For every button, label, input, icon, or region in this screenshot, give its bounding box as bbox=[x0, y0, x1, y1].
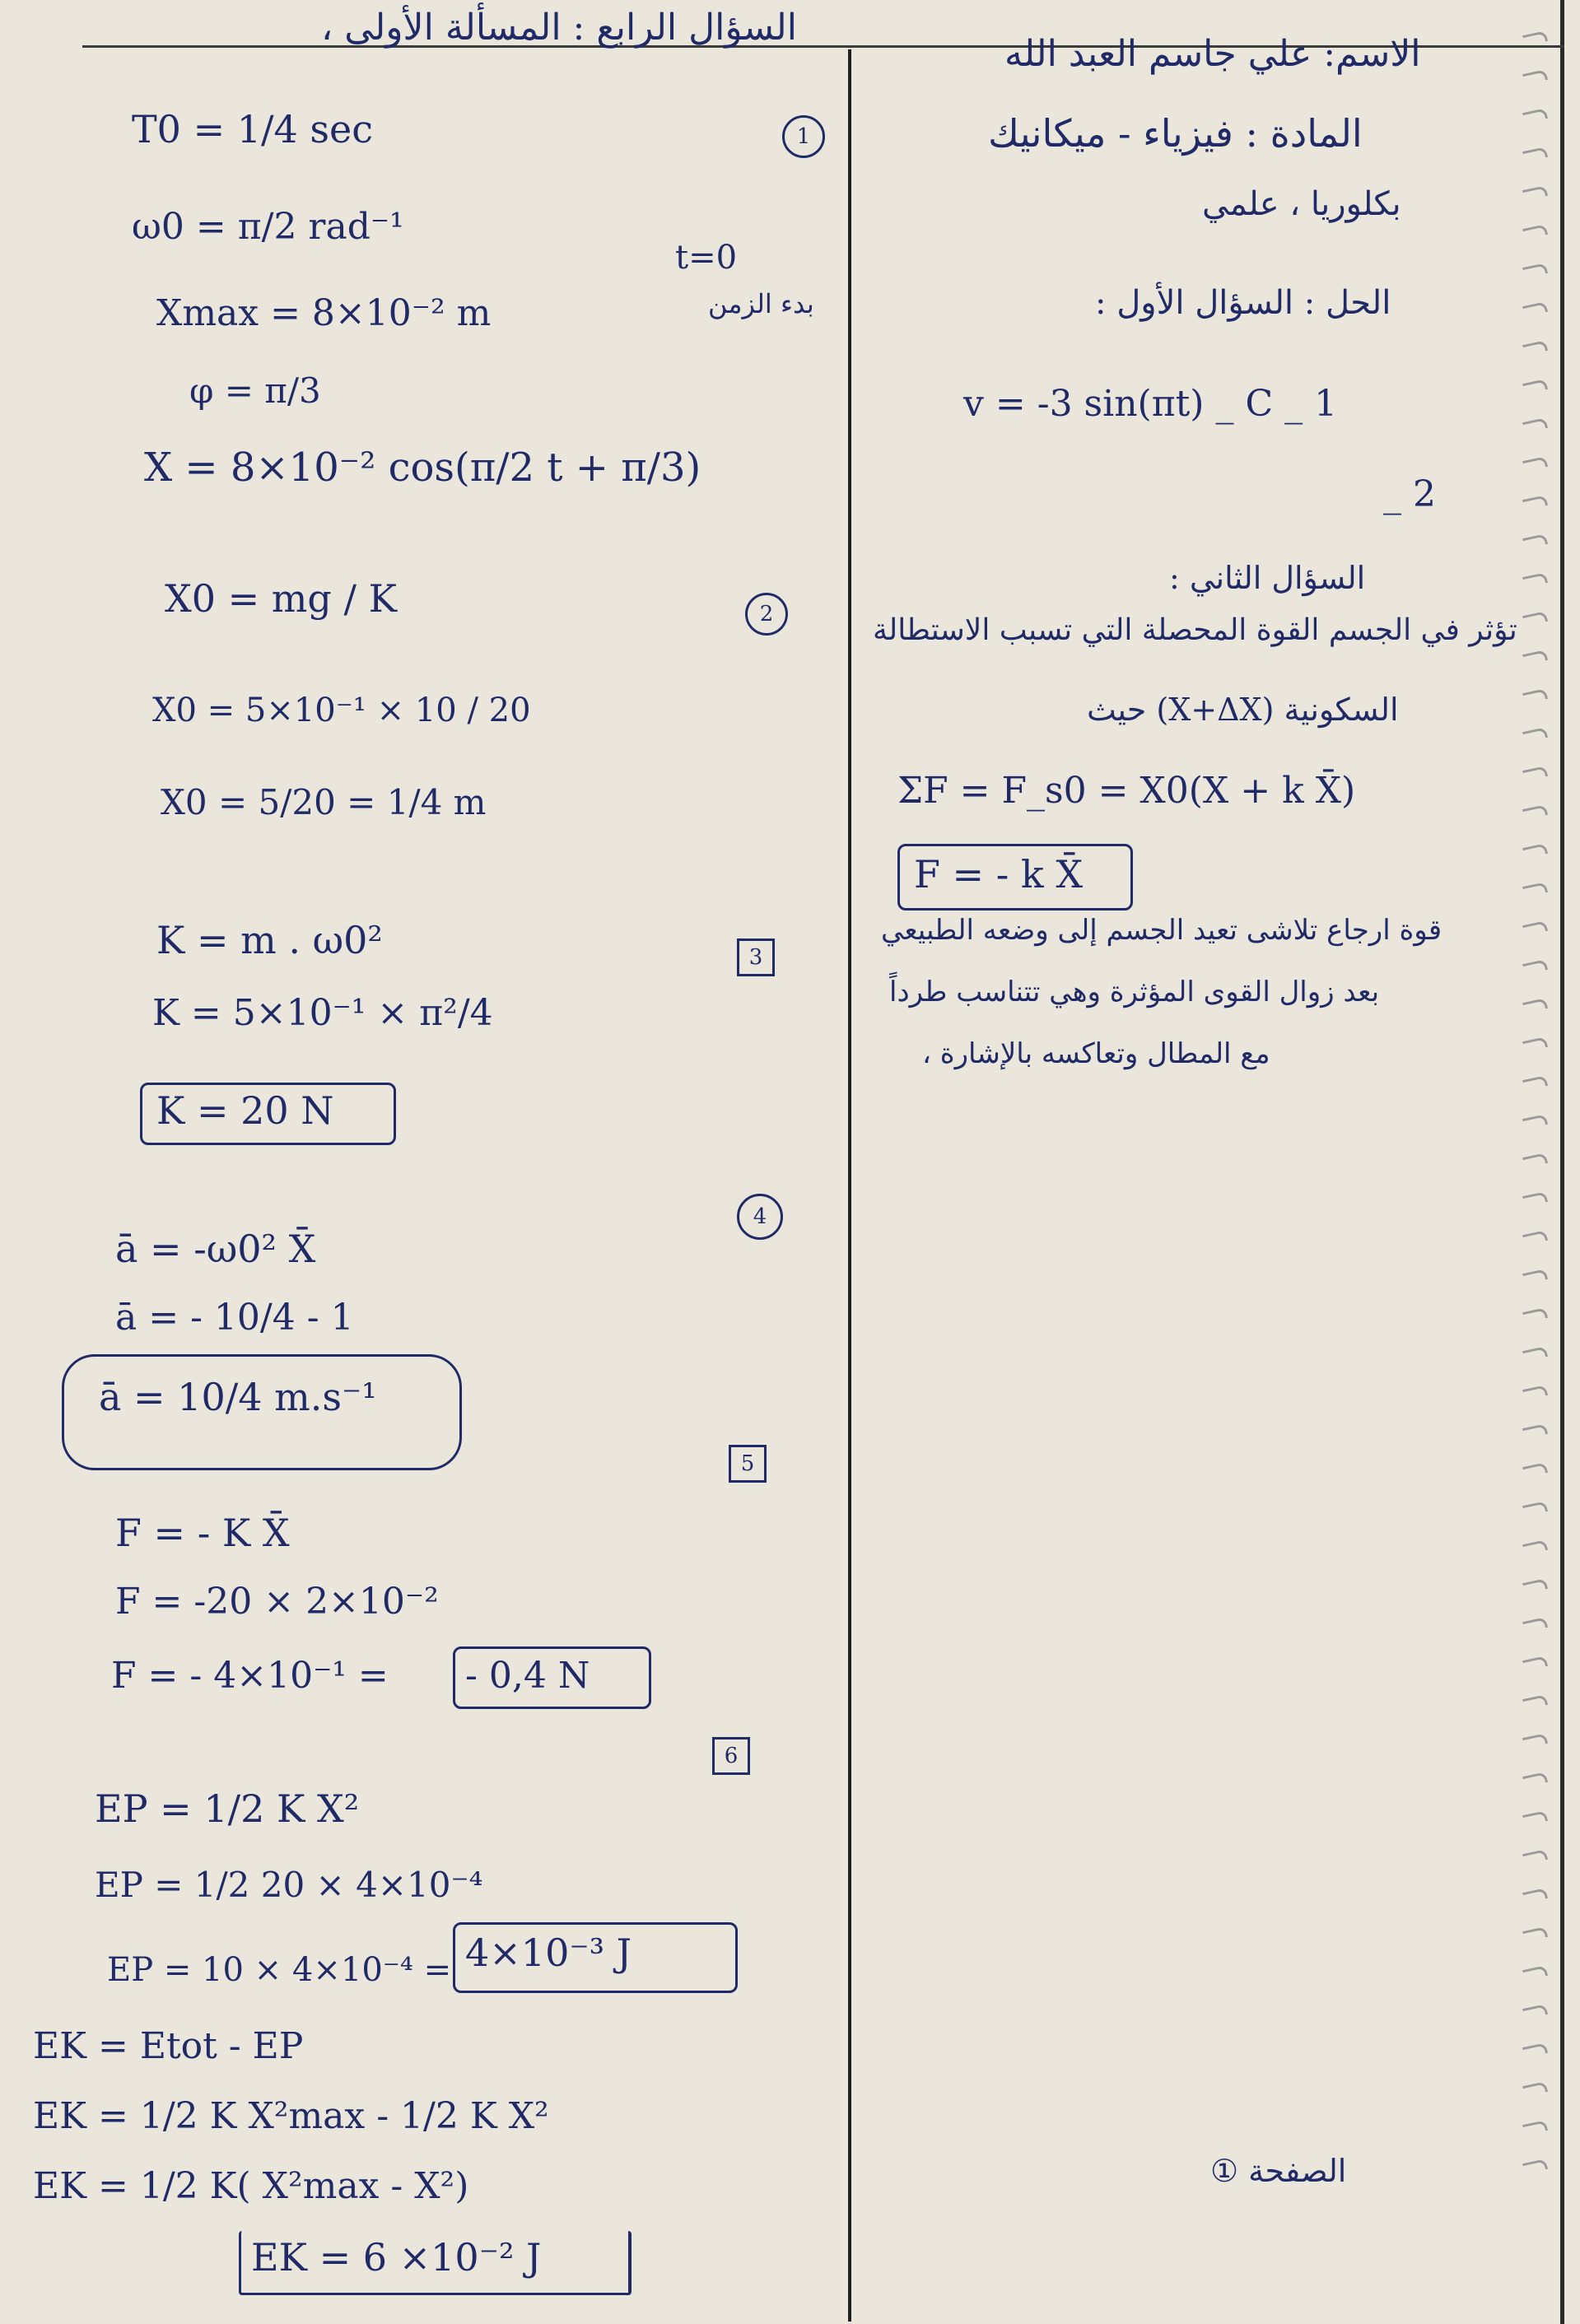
q2-equation: ΣF = F_s0 = X0(X + k X̄) bbox=[897, 770, 1356, 812]
s7-line1: EK = Etot - EP bbox=[33, 2025, 304, 2067]
s3-line2: K = 5×10⁻¹ × π²/4 bbox=[152, 992, 493, 1034]
student-name: الاسم: علي جاسم العبد الله bbox=[1004, 33, 1421, 75]
step-5-marker: 5 bbox=[729, 1445, 767, 1483]
s7-result: EK = 6 ×10⁻² J bbox=[251, 2235, 542, 2280]
s4-line1: ā = -ω0² X̄ bbox=[115, 1227, 316, 1271]
s2-line3: X0 = 5/20 = 1/4 m bbox=[161, 782, 487, 822]
s2-line2: X0 = 5×10⁻¹ × 10 / 20 bbox=[152, 692, 531, 729]
solution-label: الحل : السؤال الأول : bbox=[1095, 284, 1391, 322]
q2-line1: تؤثر في الجسم القوة المحصلة التي تسبب الاستطالة bbox=[873, 613, 1517, 647]
step-6-marker: 6 bbox=[712, 1737, 750, 1775]
q2-line2: السكونية (X+ΔX) حيث bbox=[1087, 692, 1399, 728]
q2-title: السؤال الثاني : bbox=[1169, 560, 1366, 596]
column-divider bbox=[848, 49, 851, 2322]
s6-result: 4×10⁻³ J bbox=[465, 1930, 632, 1975]
q2-result: F = - k X̄ bbox=[914, 852, 1084, 897]
s5-line2: F = -20 × 2×10⁻² bbox=[115, 1581, 439, 1623]
step-1-marker: 1 bbox=[782, 115, 825, 158]
q2-text1: قوة ارجاع تلاشى تعيد الجسم إلى وضعه الطبيعي bbox=[881, 914, 1443, 947]
s6-line1: EP = 1/2 K X² bbox=[95, 1786, 360, 1831]
s1-omega: ω0 = π/2 rad⁻¹ bbox=[132, 206, 404, 248]
s6-line2: EP = 1/2 20 × 4×10⁻⁴ bbox=[95, 1865, 483, 1905]
q2-text2: بعد زوال القوى المؤثرة وهي تتناسب طرداً bbox=[889, 976, 1380, 1008]
q1-line2: _ 2 bbox=[1383, 473, 1436, 515]
s7-line2: EK = 1/2 K X²max - 1/2 K X² bbox=[33, 2095, 549, 2137]
s3-line1: K = m . ω0² bbox=[156, 918, 383, 962]
s5-line1: F = - K X̄ bbox=[115, 1511, 290, 1555]
step-3-marker: 3 bbox=[737, 938, 775, 976]
step-4-marker: 4 bbox=[737, 1194, 783, 1240]
q1-line1: v = -3 sin(πt) _ C _ 1 bbox=[963, 383, 1338, 425]
s2-line1: X0 = mg / K bbox=[165, 576, 397, 621]
s5-line3: F = - 4×10⁻¹ = bbox=[111, 1655, 389, 1697]
s7-line3: EK = 1/2 K( X²max - X²) bbox=[33, 2165, 469, 2207]
q2-text3: مع المطال وتعاكسه بالإشارة ، bbox=[922, 1037, 1270, 1070]
s6-line3: EP = 10 × 4×10⁻⁴ = bbox=[107, 1951, 452, 1989]
s3-result: K = 20 N bbox=[156, 1088, 334, 1133]
subject: المادة : فيزياء - ميكانيك bbox=[988, 111, 1363, 156]
class-label: بكلوريا ، علمي bbox=[1202, 185, 1401, 223]
spiral-binding bbox=[1515, 33, 1556, 2322]
s1-xmax: Xmax = 8×10⁻² m bbox=[156, 292, 492, 334]
t0-label: t=0 bbox=[675, 239, 738, 277]
s4-line2: ā = - 10/4 - 1 bbox=[115, 1297, 354, 1339]
s1-phase: φ = π/3 bbox=[189, 370, 321, 411]
s1-period: T0 = 1/4 sec bbox=[132, 107, 373, 151]
s4-result: ā = 10/4 m.s⁻¹ bbox=[99, 1375, 377, 1419]
page-number-label: الصفحة ① bbox=[1210, 2153, 1347, 2189]
t0-note: بدء الزمن bbox=[708, 288, 814, 319]
header-left: السؤال الرابع : المسألة الأولى ، bbox=[321, 7, 797, 49]
s5-result: - 0,4 N bbox=[465, 1655, 590, 1697]
step-2-marker: 2 bbox=[745, 593, 788, 636]
page-edge-line bbox=[1560, 0, 1564, 2324]
s1-equation: X = 8×10⁻² cos(π/2 t + π/3) bbox=[144, 445, 701, 491]
